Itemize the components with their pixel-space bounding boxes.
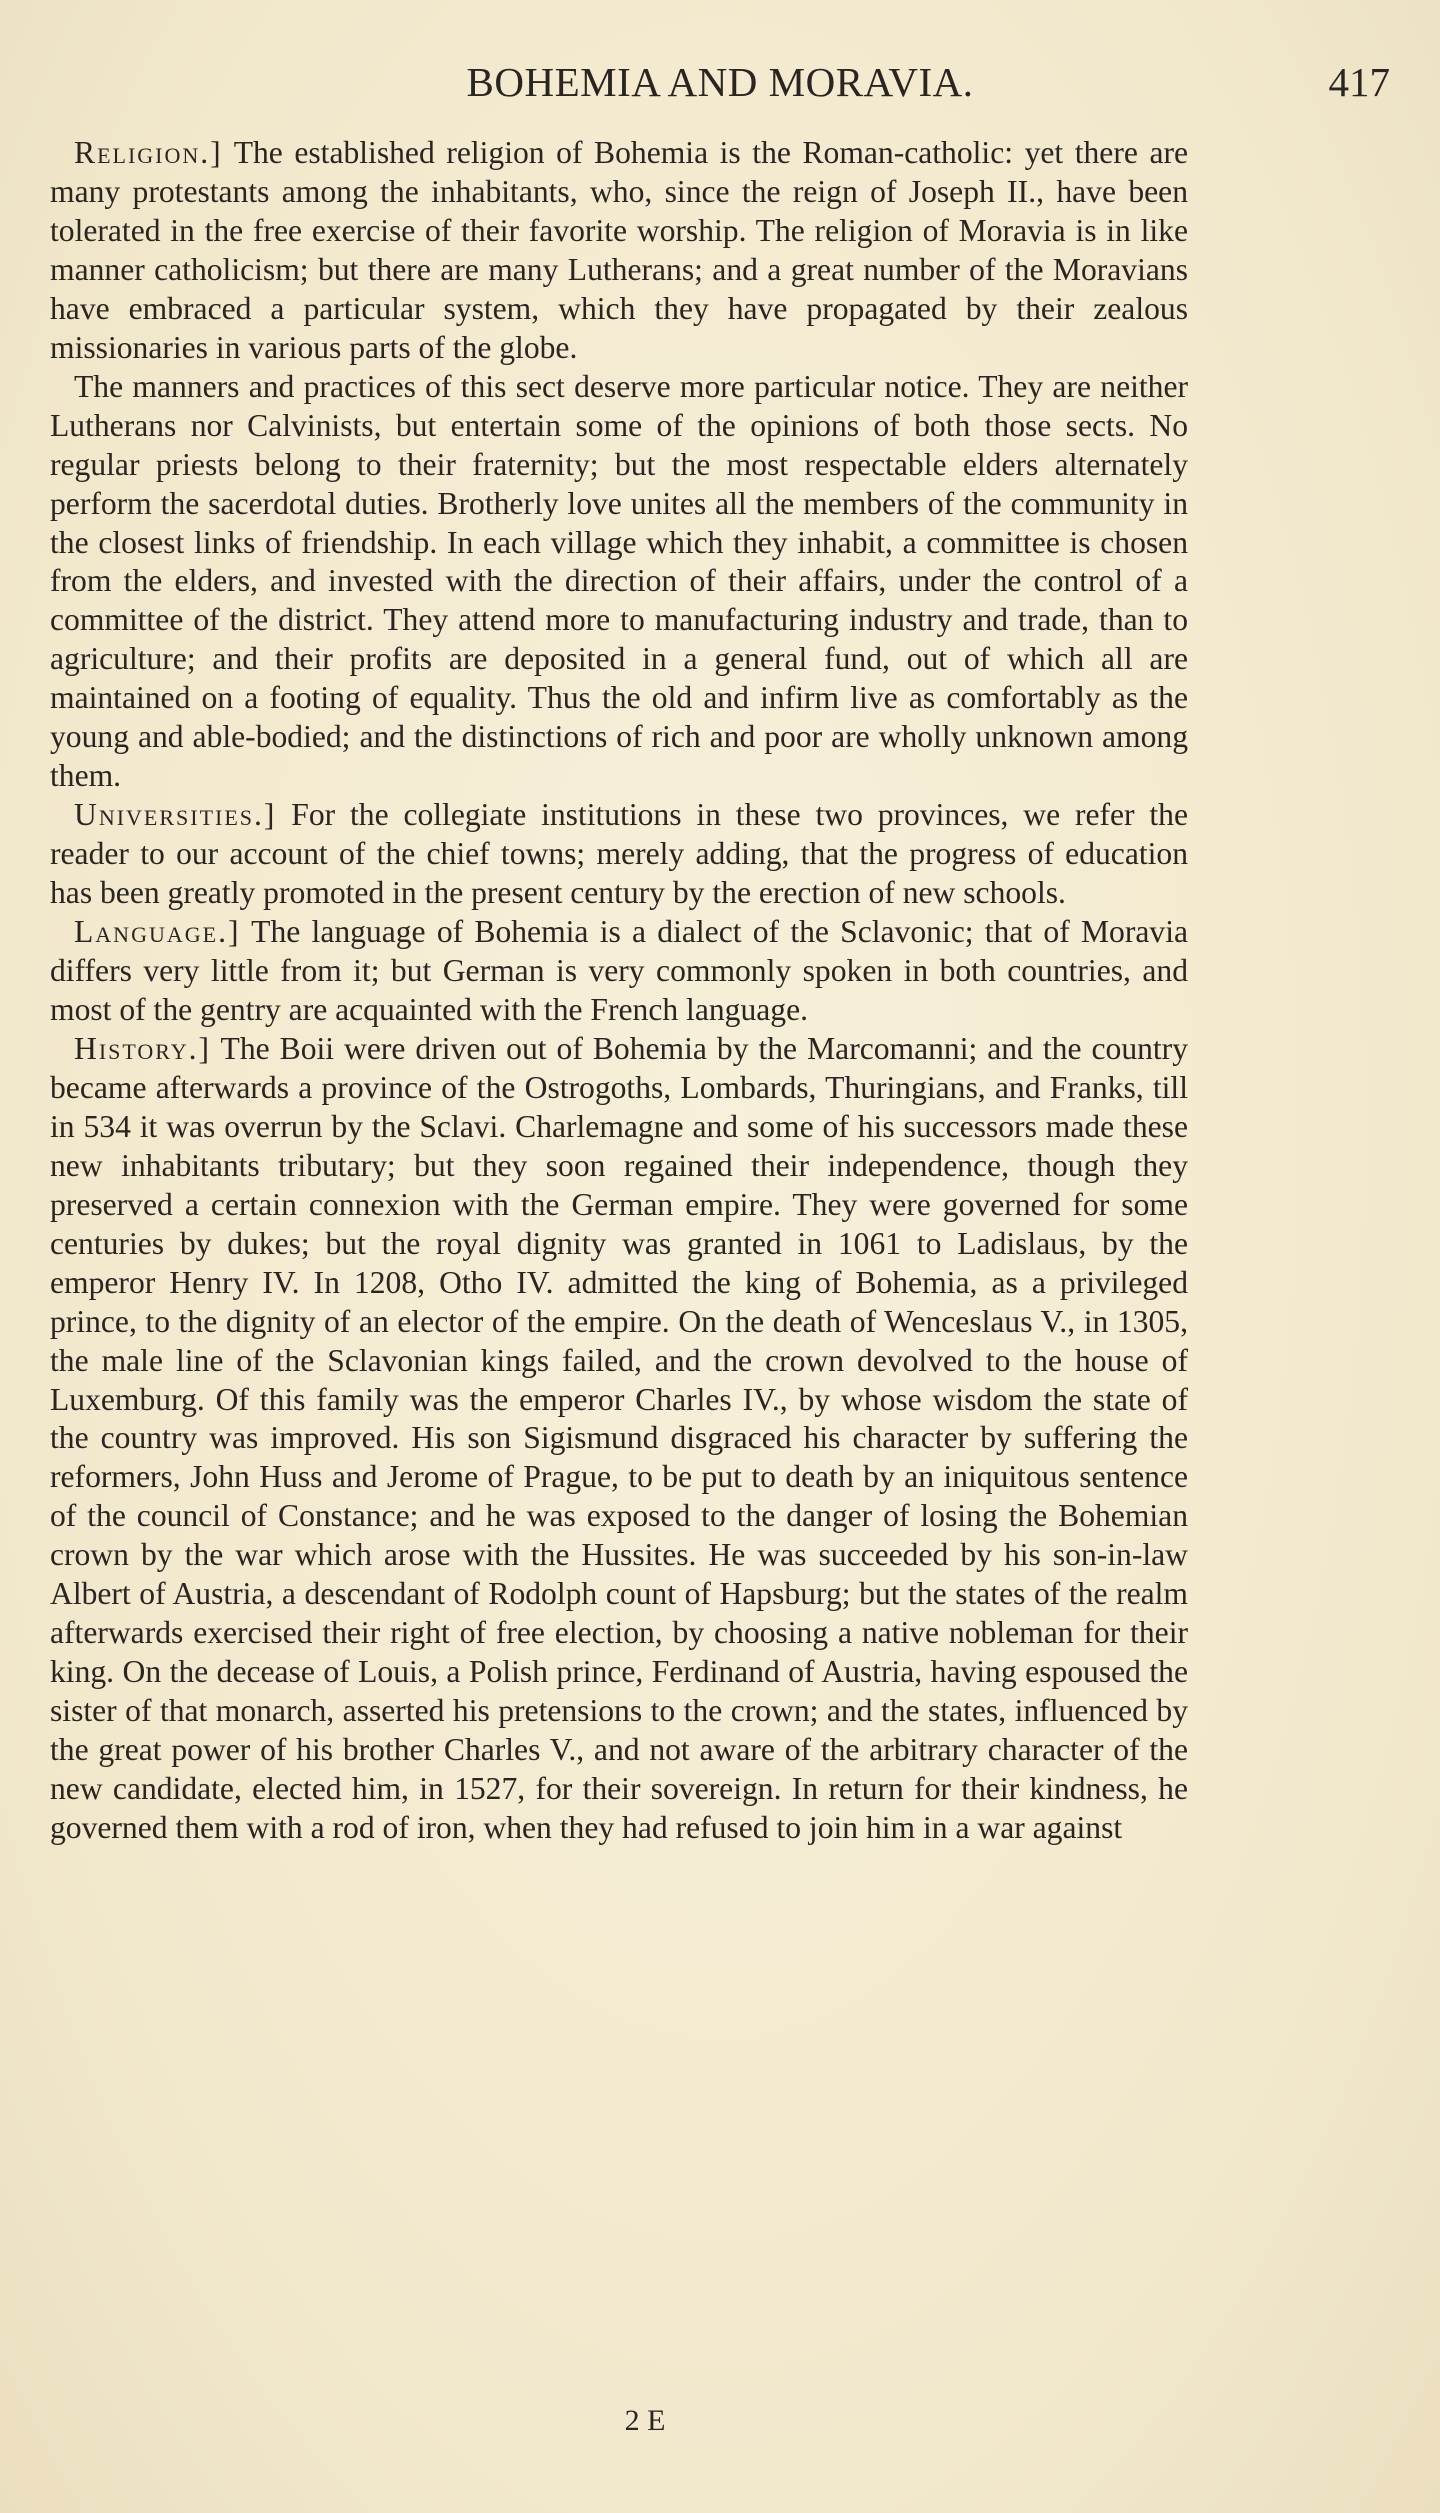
page-number: 417 bbox=[1328, 59, 1390, 105]
section-heading-universities: Universities.] bbox=[74, 797, 277, 833]
paragraph-text: The Boii were driven out of Bohemia by the Marcomanni; and the country became afterwards a province of the Ostrogoths, Lombards, Thuringians, and Franks, till in 534 it was overrun by the Sclavi. Charlemagne and some of his successors made these new inhabitants tributary; but they soon regained their independence, though they preserved a certain connexion with the German empire. They were governed for some centuries by dukes; but the royal dignity was granted in 1061 to Ladislaus, by the emperor Henry IV. In 1208, Otho IV. admitted the king of Bohemia, as a privileged prince, to the dignity of an elector of the empire. On the death of Wenceslaus V., in 1305, the male line of the Sclavonian kings failed, and the crown devolved to the house of Luxemburg. Of this family was the emperor Charles IV., by whose wisdom the state of the country was improved. His son Sigismund disgraced his character by suffering the reformers, John Huss and Jerome of Prague, to be put to death by an iniquitous sentence of the council of Constance; and he was exposed to the danger of losing the Bohemian crown by the war which arose with the Hussites. He was succeeded by his son-in-law Albert of Austria, a descendant of Rodolph count of Hapsburg; but the states of the realm afterwards exercised their right of free election, by choosing a native nobleman for their king. On the decease of Louis, a Polish prince, Ferdinand of Austria, having espoused the sister of that monarch, asserted his pretensions to the crown; and the states, influenced by the great power of his brother Charles V., and not aware of the arbitrary character of the new candidate, elected him, in 1527, for their sovereign. In return for their kindness, he governed them with a rod of iron, when they had refused to join him in a war against bbox=[50, 1030, 1189, 1845]
paragraph-history bbox=[50, 1030, 1188, 1848]
body-text bbox=[50, 134, 1188, 1848]
paragraph-text: The manners and practices of this sect deserve more particular notice. They are neither Lutherans nor Calvinists, but entertain some of the opinions of both those sects. No regular priests belong to their fraternity; but the most respectable elders alternately perform the sacerdotal duties. Brotherly love unites all the members of the community in the closest links of friendship. In each village which they inhabit, a committee is chosen from the elders, and invested with the direction of their affairs, under the control of a committee of the district. They attend more to manufacturing industry and trade, than to agriculture; and their profits are deposited in a general fund, out of which all are maintained on a footing of equality. Thus the old and infirm live as comfortably as the young and able-bodied; and the distinctions of rich and poor are wholly unknown among them. bbox=[50, 368, 1188, 794]
paragraph-text: The established religion of Bohemia is the Roman-catholic: yet there are many protestants among the inhabitants, who, since the reign of Joseph II., have been tolerated in the free exercise of their favorite worship. The religion of Moravia is in like manner catholicism; but there are many Lutherans; and a great number of the Moravians have embraced a particular system, which they have propagated by their zealous missionaries in various parts of the globe. bbox=[50, 135, 1189, 365]
paragraph-universities bbox=[50, 796, 1188, 913]
section-heading-religion: Religion.] bbox=[74, 135, 223, 170]
paragraph-religion bbox=[50, 134, 1188, 368]
section-heading-language: Language.] bbox=[74, 914, 241, 950]
page-header bbox=[50, 52, 1390, 112]
paragraph-manners bbox=[50, 368, 1188, 796]
signature-mark: 2 E bbox=[624, 2404, 666, 2437]
section-heading-history: History.] bbox=[74, 1030, 212, 1066]
paragraph-text: The language of Bohemia is a dialect of the Sclavonic; that of Moravia differs very little from it; but German is very commonly spoken in both countries, and most of the gentry are acquainted with the French language. bbox=[50, 914, 1188, 1027]
paragraph-language bbox=[50, 913, 1188, 1030]
paragraph-text: For the collegiate institutions in these two provinces, we refer the reader to our account of the chief towns; merely adding, that the progress of education has been greatly promoted in the present century by the erection of new schools. bbox=[50, 797, 1188, 911]
running-title: BOHEMIA AND MORAVIA. bbox=[466, 59, 974, 105]
